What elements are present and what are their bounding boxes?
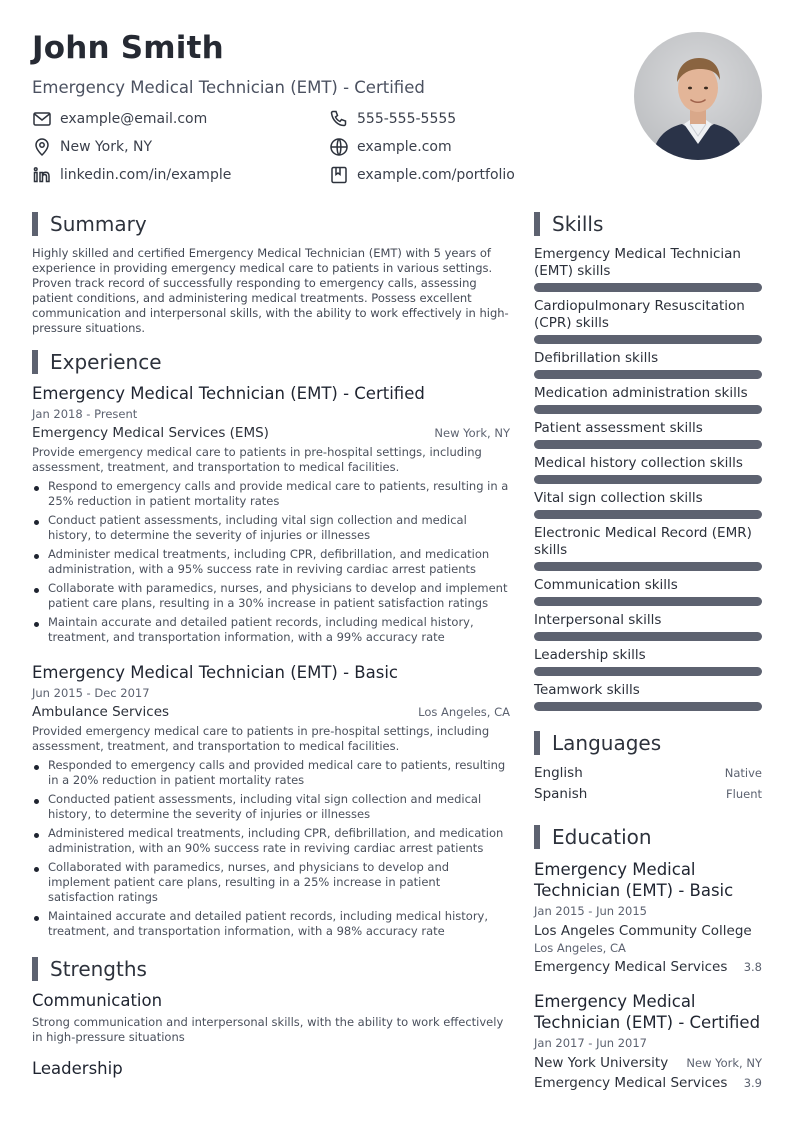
education-title: Emergency Medical Technician (EMT) - Basic: [534, 860, 734, 900]
summary-heading: [32, 212, 510, 236]
job-bullet: Conduct patient assessments, including vital sign collection and medical history, to determine the severity of injuries or illnesses: [32, 513, 510, 543]
education-dates: Jan 2017 - Jun 2017: [534, 1036, 648, 1050]
section-accent-bar: [32, 212, 38, 236]
skill-name: Emergency Medical Technician (EMT) skills: [534, 246, 741, 279]
linkedin-icon: [32, 165, 52, 185]
phone-icon: [329, 109, 349, 129]
strengths-heading: [32, 957, 510, 981]
job-bullet: Maintain accurate and detailed patient records, including medical history, treatment, and transportation information, with a 99% accuracy rate: [32, 615, 510, 645]
linkedin-text: linkedin.com/in/example: [60, 167, 232, 183]
skill-name: Communication skills: [534, 577, 678, 593]
job-title: Emergency Medical Technician (EMT) - Basic: [32, 663, 398, 682]
summary-text: Highly skilled and certified Emergency Medical Technician (EMT) with 5 years of experience in providing emergency medical care to patients in various settings. Proven track record of successfully responding to emergency calls, assessing patient conditions, and administering medical treatments. Possess excellent communication and interpersonal skills, with the ability to work effectively in high-pressure situations.: [32, 246, 509, 335]
contact-email[interactable]: [32, 109, 329, 129]
skill-item: [534, 420, 762, 449]
education-entry: [534, 859, 762, 975]
contact-list: [32, 109, 632, 185]
section-accent-bar: [534, 825, 540, 849]
skill-level-bar: [534, 632, 762, 641]
language-level: Native: [724, 766, 762, 780]
education-location: New York, NY: [686, 1056, 762, 1070]
education-field-row: [534, 959, 762, 975]
education-school: Los Angeles Community College: [534, 923, 752, 939]
resume-header: [32, 30, 632, 185]
location-pin-icon: [32, 137, 52, 157]
skill-item: [534, 490, 762, 519]
job-location: New York, NY: [434, 426, 510, 440]
email-text: example@email.com: [60, 111, 208, 127]
skill-item: [534, 612, 762, 641]
job-location: Los Angeles, CA: [418, 705, 510, 719]
skill-level-bar: [534, 283, 762, 292]
portfolio-text: example.com/portfolio: [357, 167, 515, 183]
job-title: Emergency Medical Technician (EMT) - Certified: [32, 384, 425, 403]
job-bullet: Collaborated with paramedics, nurses, and physicians to develop and implement patient care plans, resulting in a 25% increase in patient satisfaction ratings: [32, 860, 510, 905]
section-accent-bar: [534, 212, 540, 236]
skill-name: Medication administration skills: [534, 385, 748, 401]
section-accent-bar: [32, 350, 38, 374]
contact-portfolio[interactable]: [329, 165, 629, 185]
skill-level-bar: [534, 702, 762, 711]
phone-text: 555-555-5555: [357, 111, 457, 127]
mail-icon: [32, 109, 52, 129]
education-dates: Jan 2015 - Jun 2015: [534, 904, 648, 918]
skill-name: Defibrillation skills: [534, 350, 659, 366]
skill-name: Teamwork skills: [534, 682, 640, 698]
language-item: [534, 765, 762, 786]
job-dates: Jun 2015 - Dec 2017: [32, 686, 150, 700]
skill-level-bar: [534, 335, 762, 344]
education-school: New York University: [534, 1055, 669, 1071]
right-column: [534, 212, 762, 1107]
language-name: English: [534, 765, 583, 781]
language-level: Fluent: [726, 787, 762, 801]
candidate-title: Emergency Medical Technician (EMT) - Certified: [32, 78, 425, 97]
skill-item: [534, 350, 762, 379]
education-school-row: [534, 1055, 762, 1071]
education-heading-text: Education: [552, 825, 652, 849]
contact-location: [32, 137, 329, 157]
skill-level-bar: [534, 510, 762, 519]
skill-item: [534, 385, 762, 414]
languages-heading-text: Languages: [552, 731, 662, 755]
skills-heading-text: Skills: [552, 212, 604, 236]
section-accent-bar: [32, 957, 38, 981]
skill-name: Patient assessment skills: [534, 420, 703, 436]
job-entry: [32, 663, 510, 939]
skill-item: [534, 455, 762, 484]
skill-level-bar: [534, 475, 762, 484]
strength-entry: [32, 991, 510, 1045]
job-description: Provided emergency medical care to patients in pre-hospital settings, including assessment, treatment, and transportation to medical facilities.: [32, 724, 490, 753]
education-entry: [534, 991, 762, 1091]
skills-list: [534, 246, 762, 711]
skill-item: [534, 682, 762, 711]
skill-name: Electronic Medical Record (EMR) skills: [534, 525, 752, 558]
section-accent-bar: [534, 731, 540, 755]
job-entry: [32, 384, 510, 645]
job-company: Emergency Medical Services (EMS): [32, 425, 269, 441]
skill-level-bar: [534, 405, 762, 414]
education-gpa: 3.8: [743, 960, 762, 974]
job-bullet: Administer medical treatments, including CPR, defibrillation, and medication administration, with a 95% success rate in reviving cardiac arrest patients: [32, 547, 510, 577]
job-bullets: [32, 758, 510, 939]
skill-name: Interpersonal skills: [534, 612, 662, 628]
job-bullet: Conducted patient assessments, including vital sign collection and medical history, to determine the severity of injuries or illnesses: [32, 792, 510, 822]
experience-heading-text: Experience: [50, 350, 162, 374]
skill-level-bar: [534, 440, 762, 449]
skill-name: Vital sign collection skills: [534, 490, 703, 506]
skill-item: [534, 246, 762, 292]
candidate-name: John Smith: [32, 30, 224, 66]
strength-description: Strong communication and interpersonal skills, with the ability to work effectively in high-pressure situations: [32, 1015, 504, 1044]
experience-heading: [32, 350, 510, 374]
education-gpa: 3.9: [743, 1076, 762, 1090]
contact-website[interactable]: [329, 137, 629, 157]
job-bullets: [32, 479, 510, 645]
education-title: Emergency Medical Technician (EMT) - Certified: [534, 992, 761, 1032]
job-company-row: [32, 425, 510, 441]
profile-photo: [634, 32, 762, 160]
education-field-row: [534, 1075, 762, 1091]
contact-linkedin[interactable]: [32, 165, 329, 185]
job-company: Ambulance Services: [32, 704, 170, 720]
job-dates: Jan 2018 - Present: [32, 407, 138, 421]
strengths-heading-text: Strengths: [50, 957, 147, 981]
skill-name: Cardiopulmonary Resuscitation (CPR) skills: [534, 298, 745, 331]
languages-heading: [534, 731, 762, 755]
skill-item: [534, 577, 762, 606]
skill-item: [534, 525, 762, 571]
globe-icon: [329, 137, 349, 157]
skill-level-bar: [534, 370, 762, 379]
skill-level-bar: [534, 667, 762, 676]
profile-portrait-image: [634, 32, 762, 160]
job-bullet: Administered medical treatments, including CPR, defibrillation, and medication administration, with an 90% success rate in reviving cardiac arrest patients: [32, 826, 510, 856]
website-text: example.com: [357, 139, 452, 155]
location-text: New York, NY: [60, 139, 153, 155]
job-bullet: Responded to emergency calls and provided medical care to patients, resulting in a 20% reduction in patient mortality rates: [32, 758, 510, 788]
skill-name: Leadership skills: [534, 647, 646, 663]
strength-name: Communication: [32, 991, 163, 1010]
education-heading: [534, 825, 762, 849]
left-column: [32, 212, 510, 1093]
skills-heading: [534, 212, 762, 236]
skill-item: [534, 647, 762, 676]
education-field: Emergency Medical Services: [534, 959, 728, 975]
job-company-row: [32, 704, 510, 720]
job-bullet: Collaborate with paramedics, nurses, and physicians to develop and implement patient care plans, resulting in a 30% increase in patient satisfaction ratings: [32, 581, 510, 611]
education-field: Emergency Medical Services: [534, 1075, 728, 1091]
skill-level-bar: [534, 597, 762, 606]
education-school-row: [534, 923, 762, 939]
skill-name: Medical history collection skills: [534, 455, 743, 471]
summary-heading-text: Summary: [50, 212, 147, 236]
job-bullet: Maintained accurate and detailed patient records, including medical history, treatment, and transportation information, with a 98% accuracy rate: [32, 909, 510, 939]
contact-phone[interactable]: [329, 109, 629, 129]
education-location: Los Angeles, CA: [534, 941, 626, 955]
bookmark-icon: [329, 165, 349, 185]
language-name: Spanish: [534, 786, 588, 802]
strength-entry: [32, 1059, 510, 1079]
strength-name: Leadership: [32, 1059, 123, 1078]
language-item: [534, 786, 762, 807]
job-description: Provide emergency medical care to patients in pre-hospital settings, including assessment, treatment, and transportation to medical facilities.: [32, 445, 482, 474]
skill-level-bar: [534, 562, 762, 571]
skill-item: [534, 298, 762, 344]
job-bullet: Respond to emergency calls and provide medical care to patients, resulting in a 25% reduction in patient mortality rates: [32, 479, 510, 509]
